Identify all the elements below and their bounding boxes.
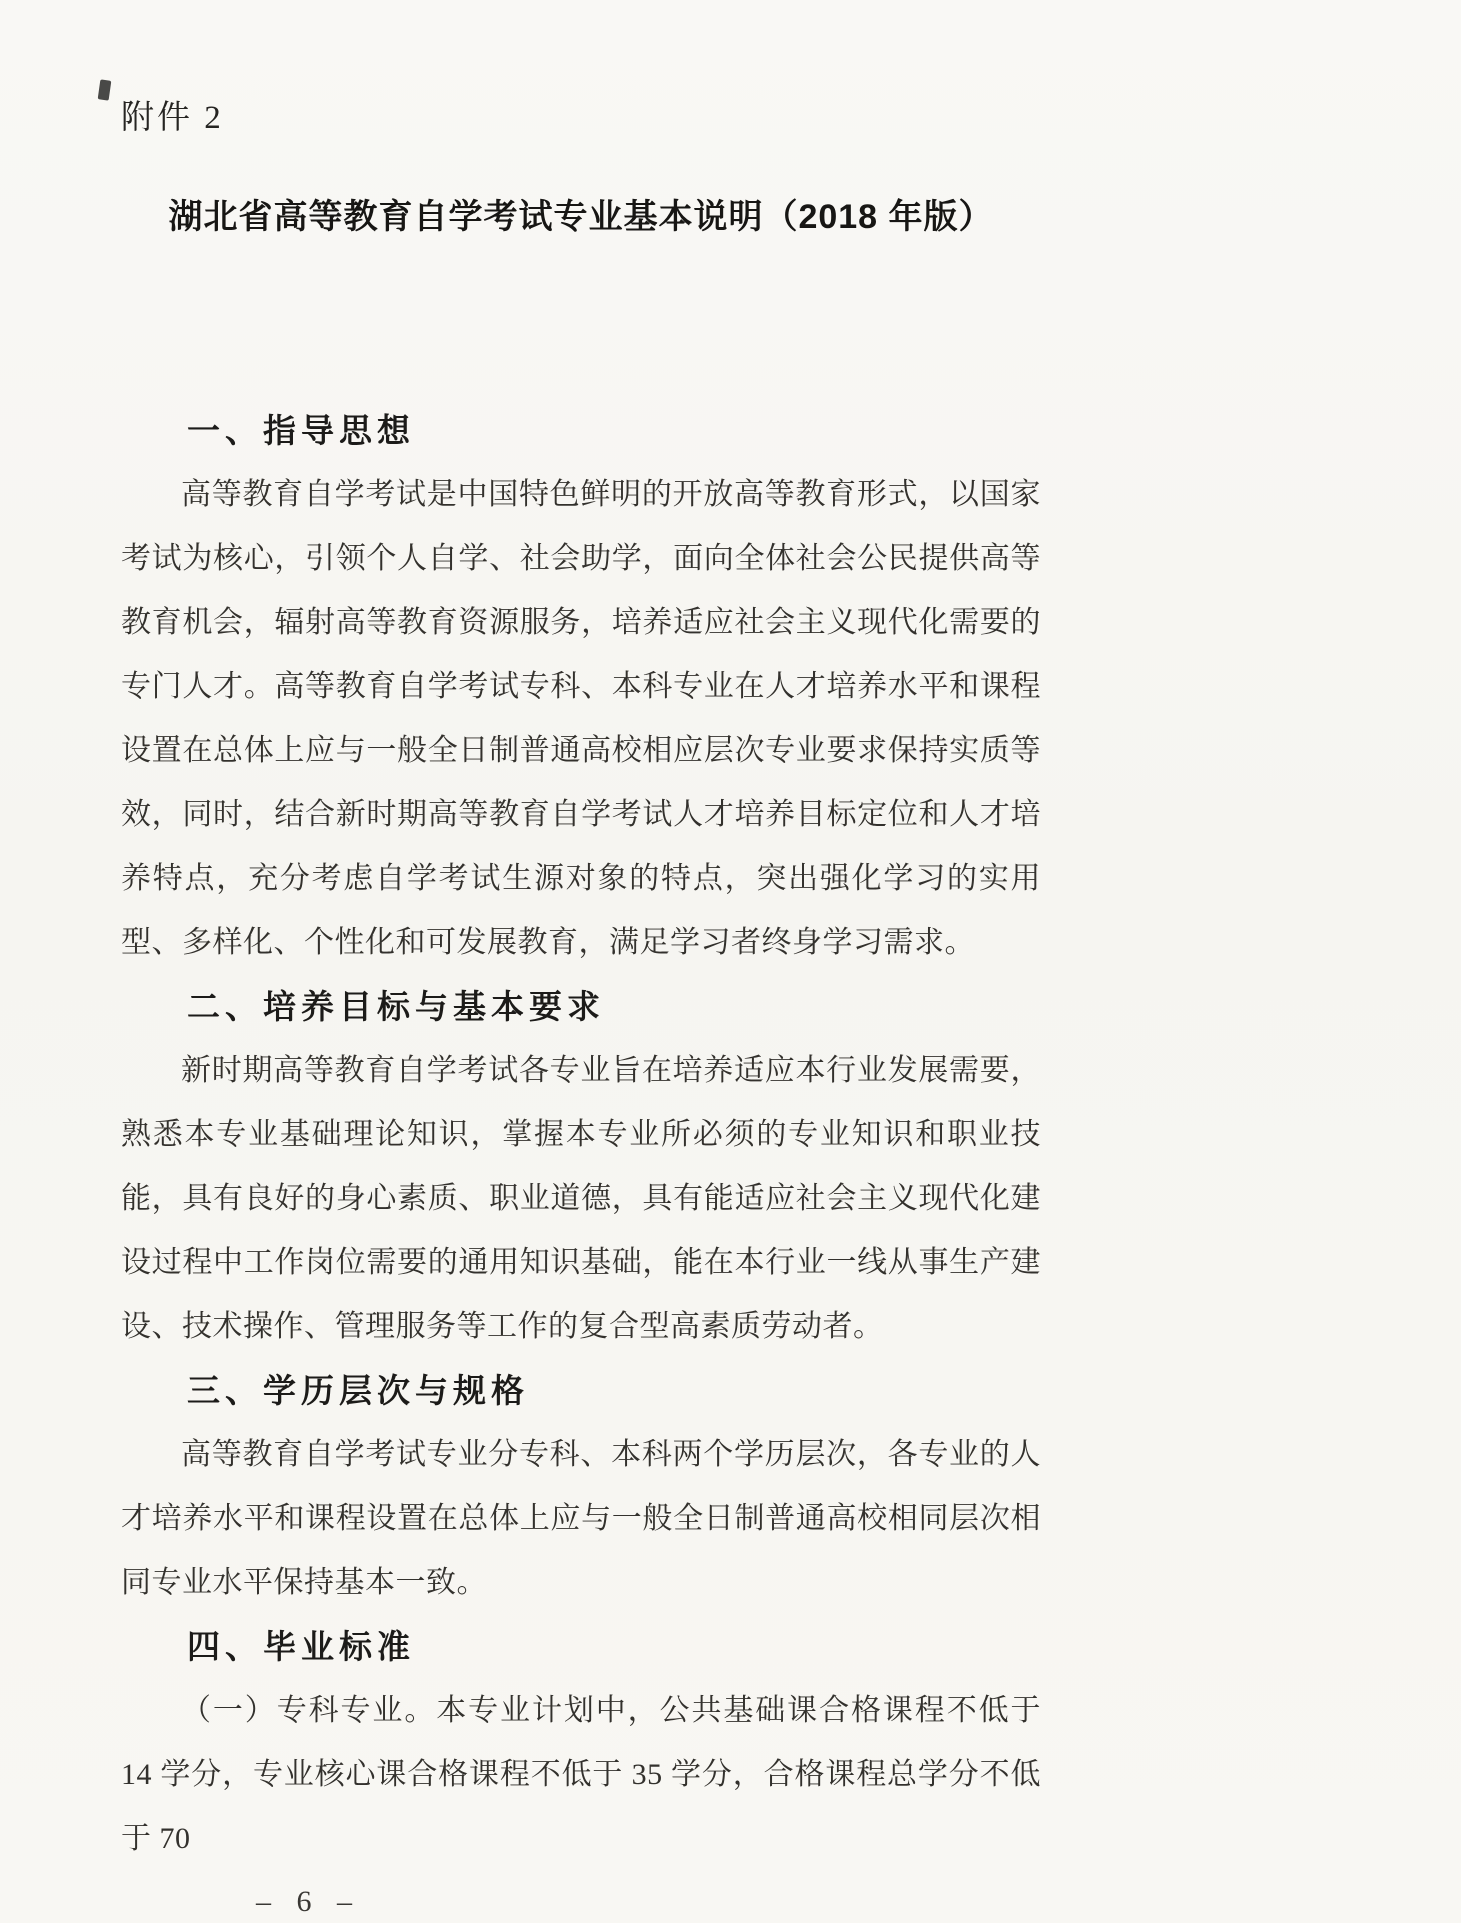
attachment-label: 附件 2 [121, 100, 224, 136]
section-heading-guiding-ideology: 一、指导思想 [187, 412, 415, 449]
section-heading-graduation-standards: 四、毕业标准 [187, 1628, 415, 1665]
document-body [121, 399, 1041, 1871]
document-content [121, 0, 1041, 1923]
section-heading-training-objectives: 二、培养目标与基本要求 [187, 988, 605, 1025]
section-paragraph: 高等教育自学考试是中国特色鲜明的开放高等教育形式，以国家考试为核心，引领个人自学、社会助学，面向全体社会公民提供高等教育机会，辐射高等教育资源服务，培养适应社会主义现代化需要的专门人才。高等教育自学考试专科、本科专业在人才培养水平和课程设置在总体上应与一般全日制普通高校相应层次专业要求保持实质等效，同时，结合新时期高等教育自学考试人才培养目标定位和人才培养特点，充分考虑自学考试生源对象的特点，突出强化学习的实用型、多样化、个性化和可发展教育，满足学习者终身学习需求。 [121, 478, 1041, 959]
section-paragraph: 新时期高等教育自学考试各专业旨在培养适应本行业发展需要，熟悉本专业基础理论知识，掌握本专业所必须的专业知识和职业技能，具有良好的身心素质、职业道德，具有能适应社会主义现代化建设过程中工作岗位需要的通用知识基础，能在本行业一线从事生产建设、技术操作、管理服务等工作的复合型高素质劳动者。 [121, 1054, 1041, 1343]
page-number: – 6 – [256, 1885, 361, 1918]
section-paragraph: 高等教育自学考试专业分专科、本科两个学历层次，各专业的人才培养水平和课程设置在总体上应与一般全日制普通高校相同层次相同专业水平保持基本一致。 [121, 1438, 1041, 1599]
section-paragraph: （一）专科专业。本专业计划中，公共基础课合格课程不低于 14 学分，专业核心课合格课程不低于 35 学分，合格课程总学分不低于 70 [121, 1694, 1041, 1855]
scan-artifact [98, 79, 112, 100]
page-title: 湖北省高等教育自学考试专业基本说明（2018 年版） [168, 198, 994, 236]
section-heading-education-levels: 三、学历层次与规格 [187, 1372, 529, 1409]
